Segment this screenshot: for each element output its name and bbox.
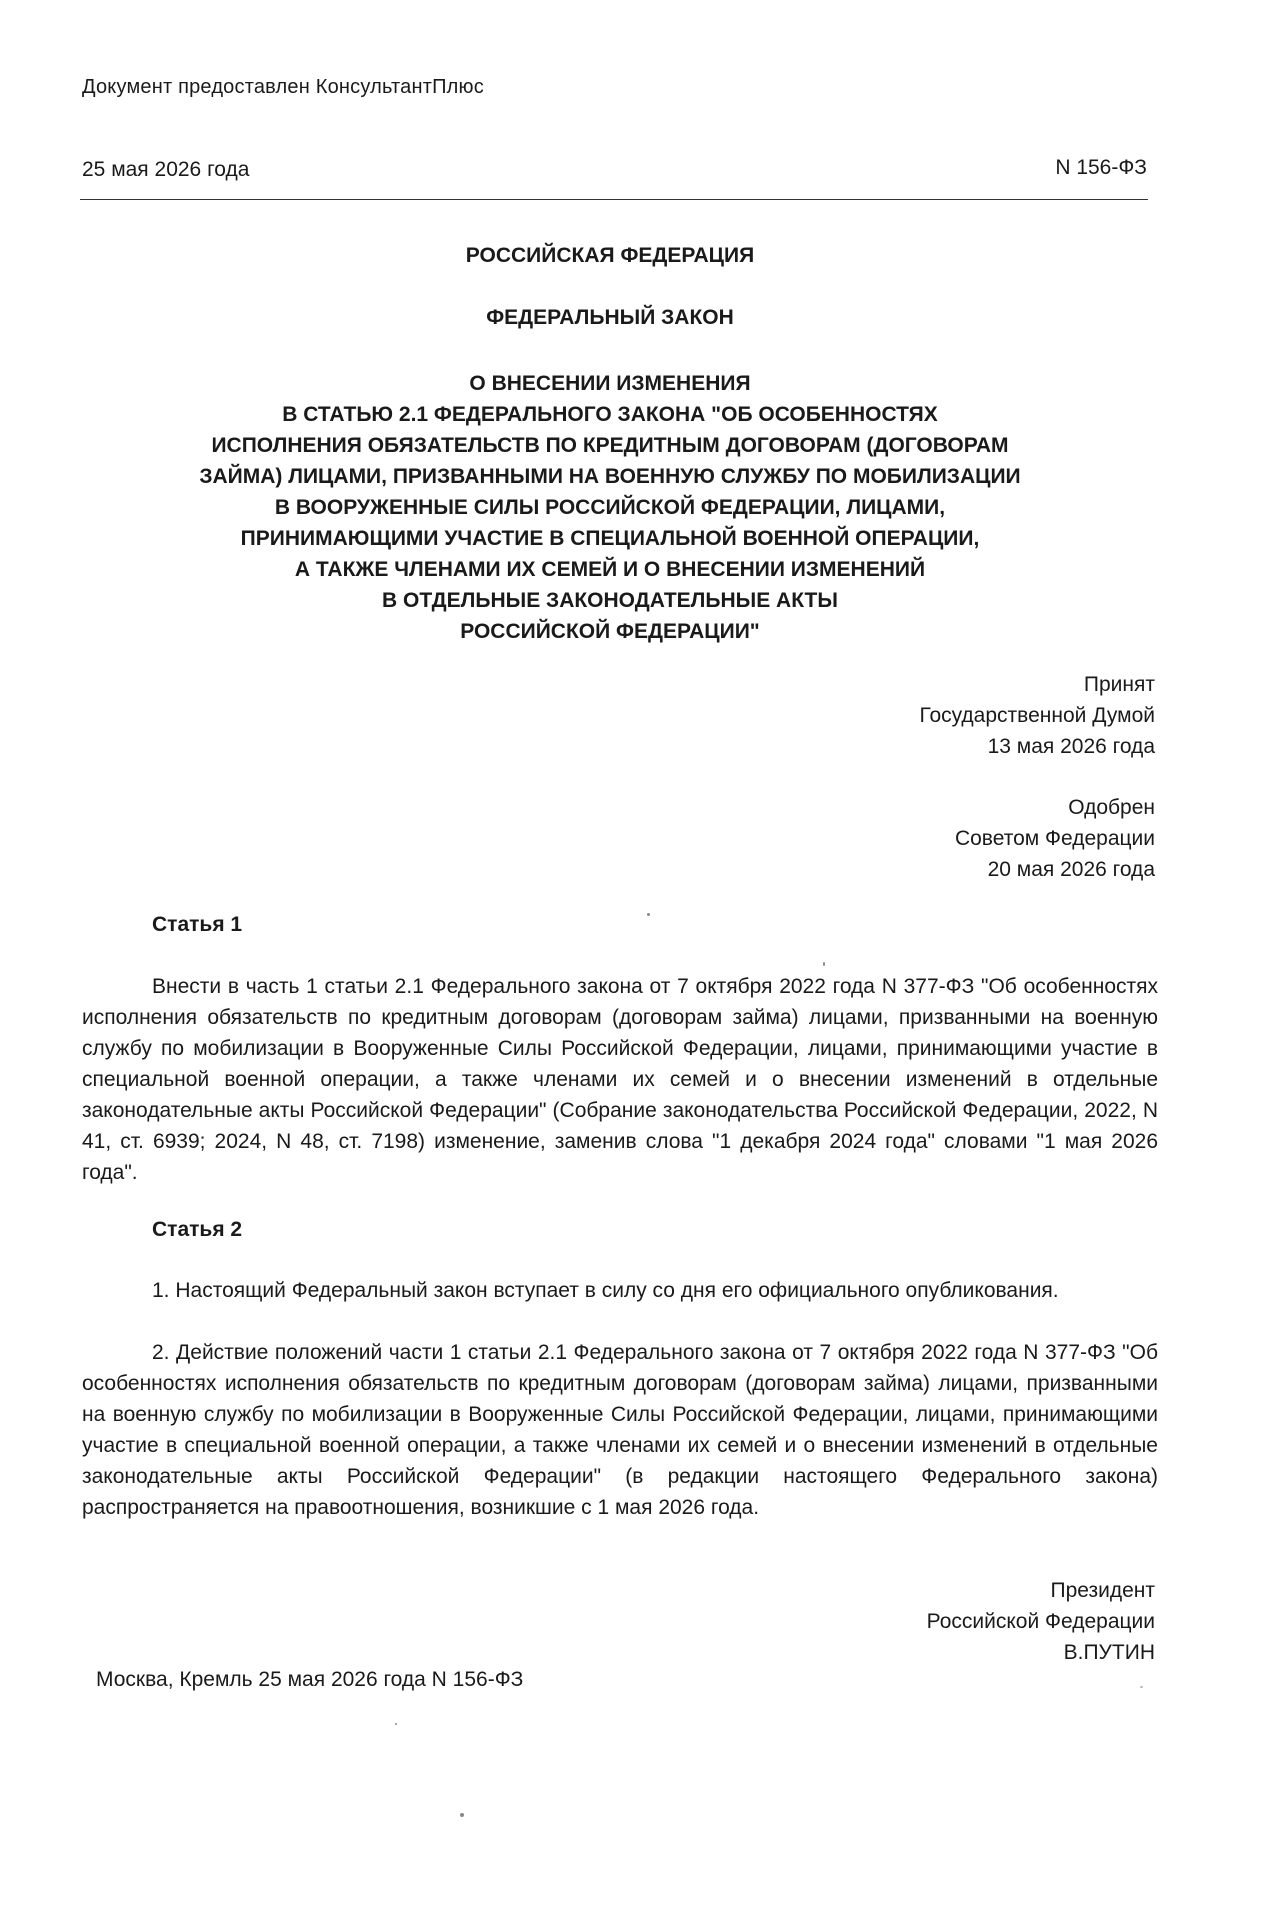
law-title-line: РОССИЙСКОЙ ФЕДЕРАЦИИ" — [460, 620, 760, 643]
scan-speck — [647, 913, 650, 916]
law-title-line: ИСПОЛНЕНИЯ ОБЯЗАТЕЛЬСТВ ПО КРЕДИТНЫМ ДОГОВОРАМ (ДОГОВОРАМ — [211, 434, 1009, 457]
law-title-line: ЗАЙМА) ЛИЦАМИ, ПРИЗВАННЫМИ НА ВОЕННУЮ СЛУЖБУ ПО МОБИЛИЗАЦИИ — [199, 465, 1021, 488]
provider-note: Документ предоставлен КонсультантПлюс — [82, 76, 484, 98]
document-date: 25 мая 2026 года — [82, 158, 250, 181]
scan-speck — [823, 962, 825, 966]
law-title-line: В СТАТЬЮ 2.1 ФЕДЕРАЛЬНОГО ЗАКОНА "ОБ ОСОБЕННОСТЯХ — [282, 403, 938, 426]
law-type-heading: ФЕДЕРАЛЬНЫЙ ЗАКОН — [486, 306, 734, 329]
law-title-line: В ОТДЕЛЬНЫЕ ЗАКОНОДАТЕЛЬНЫЕ АКТЫ — [382, 589, 838, 612]
scan-speck — [460, 1813, 464, 1817]
approval-label: Одобрен — [1068, 796, 1155, 819]
article-2-heading: Статья 2 — [152, 1218, 243, 1241]
adoption-date: 13 мая 2026 года — [987, 735, 1155, 758]
signatory-title: Президент — [1050, 1579, 1155, 1602]
signatory-organization: Российской Федерации — [926, 1610, 1155, 1633]
article-1-text: Внести в часть 1 статьи 2.1 Федерального закона от 7 октября 2022 года N 377-ФЗ "Об особенностях исполнения обязательств по кредитным договорам (договорам займа) лицами, призванными на военную службу по мобилизации в Вооруженные Силы Российской Федерации, лицами, принимающими участие в специальной военной операции, а также членами их семей и о внесении изменений в отдельные законодательные акты Российской Федерации" (Собрание законодательства Российской Федерации, 2022, N 41, ст. 6939; 2024, N 48, ст. 7198) изменение, заменив слова "1 декабря 2024 года" словами "1 мая 2026 года". — [82, 975, 1158, 1184]
approval-body: Советом Федерации — [954, 827, 1155, 850]
adoption-body: Государственной Думой — [919, 704, 1155, 727]
adoption-label: Принят — [1083, 673, 1155, 696]
scan-speck — [395, 1723, 397, 1725]
law-title-line: А ТАКЖЕ ЧЛЕНАМИ ИХ СЕМЕЙ И О ВНЕСЕНИИ ИЗМЕНЕНИЙ — [294, 558, 926, 581]
adoption-block — [919, 669, 1155, 762]
law-title — [180, 368, 1040, 647]
place-date-line: Москва, Кремль 25 мая 2026 года N 156-ФЗ — [96, 1668, 524, 1691]
signature-block — [927, 1575, 1155, 1668]
header-divider — [80, 199, 1148, 200]
document-number: N 156-ФЗ — [1055, 156, 1147, 179]
law-title-line: О ВНЕСЕНИИ ИЗМЕНЕНИЯ — [469, 372, 751, 395]
law-title-line: ПРИНИМАЮЩИМИ УЧАСТИЕ В СПЕЦИАЛЬНОЙ ВОЕННОЙ ОПЕРАЦИИ, — [240, 527, 980, 550]
article-2-paragraph-2: 2. Действие положений части 1 статьи 2.1 Федерального закона от 7 октября 2022 года N 377-ФЗ "Об особенностях исполнения обязательств по кредитным договорам (договорам займа) лицами, призванными на военную службу по мобилизации в Вооруженные Силы Российской Федерации, лицами, принимающими участие в специальной военной операции, а также членами их семей и о внесении изменений в отдельные законодательные акты Российской Федерации" (в редакции настоящего Федерального закона) распространяется на правоотношения, возникшие с 1 мая 2026 года. — [82, 1341, 1158, 1519]
article-2-paragraph-1: 1. Настоящий Федеральный закон вступает в силу со дня его официального опубликования. — [152, 1279, 1059, 1302]
scan-speck — [1140, 1686, 1143, 1688]
approval-date: 20 мая 2026 года — [987, 858, 1155, 881]
country-heading: РОССИЙСКАЯ ФЕДЕРАЦИЯ — [465, 244, 755, 267]
law-title-line: В ВООРУЖЕННЫЕ СИЛЫ РОССИЙСКОЙ ФЕДЕРАЦИИ, ЛИЦАМИ, — [274, 496, 946, 519]
article-1-heading: Статья 1 — [152, 913, 243, 936]
signatory-name: В.ПУТИН — [1063, 1641, 1155, 1664]
approval-block — [955, 792, 1155, 885]
